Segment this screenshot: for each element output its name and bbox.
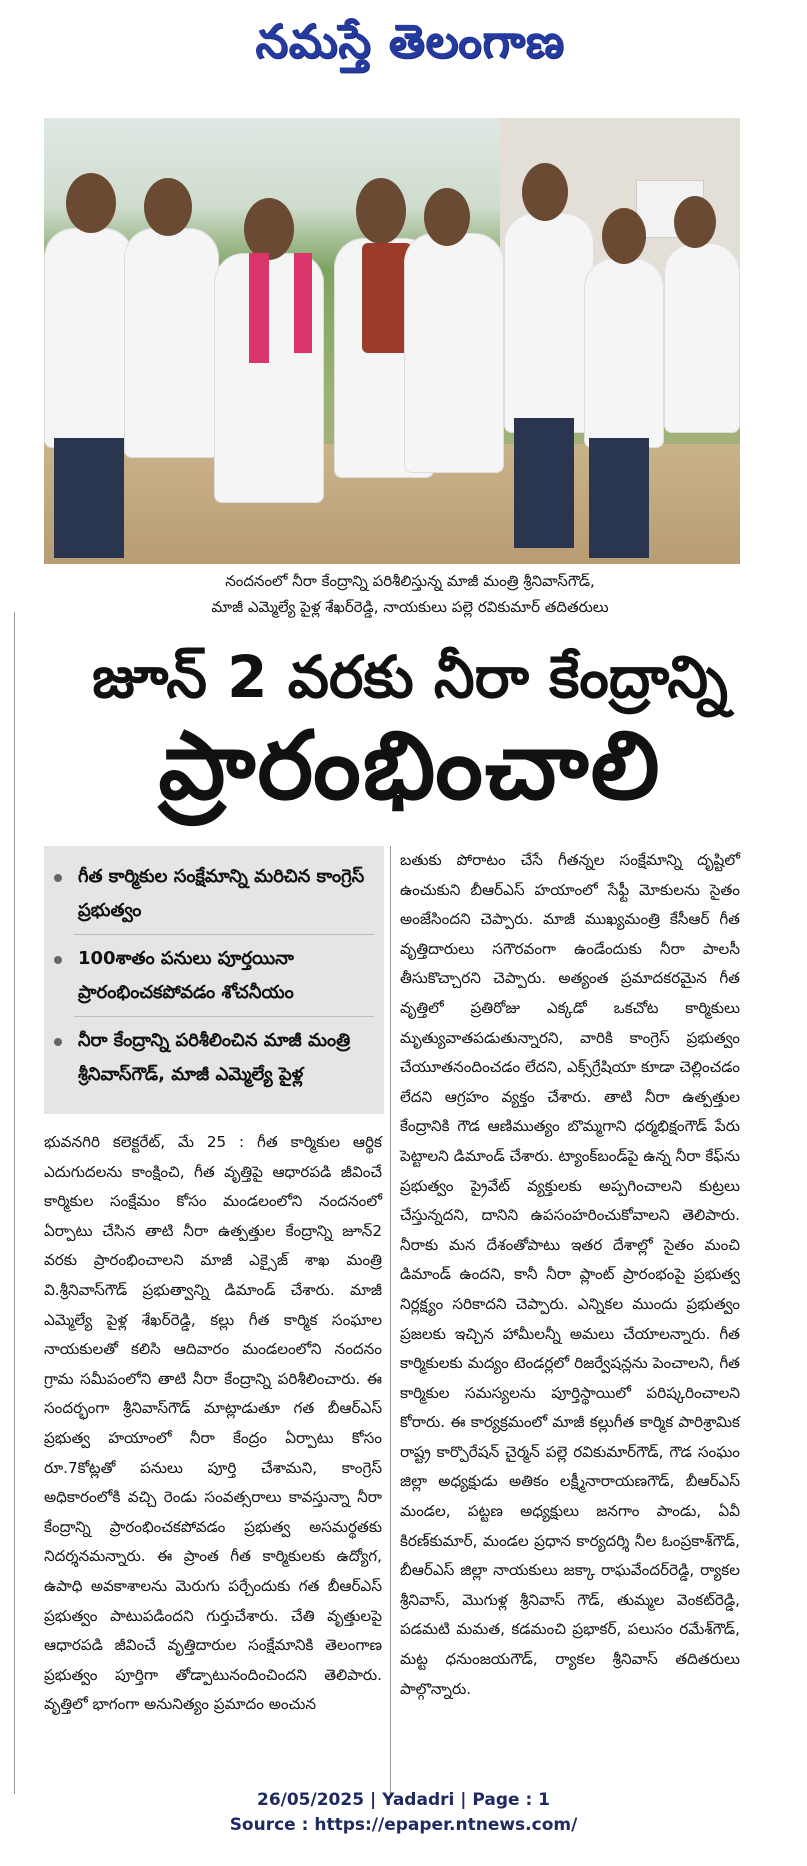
photo-person <box>664 243 740 433</box>
photo-person-head <box>244 198 294 260</box>
newspaper-masthead: నమస్తే తెలంగాణ <box>255 14 565 68</box>
footer-date-edition: 26/05/2025 | Yadadri | Page : 1 <box>256 1790 551 1810</box>
photo-person-pants <box>54 438 124 558</box>
highlight-divider <box>74 1016 374 1017</box>
photo-person-head <box>424 188 470 246</box>
headline-line-1: జూన్ 2 వరకు నీరా కేంద్రాన్ని <box>92 643 728 711</box>
photo-person-head <box>522 163 568 221</box>
highlight-text: గీత కార్మికుల సంక్షేమాన్ని మరిచిన కాంగ్రెస్ ప్రభుత్వం <box>78 866 365 921</box>
article-paragraph-right: బతుకు పోరాటం చేసే గీతన్నల సంక్షేమాన్ని దృష్టిలో ఉంచుకుని బీఆర్‌ఎస్ హయాంలో సేఫ్టీ మోకులను సైతం అంజేసిందని చెప్పారు. మాజీ ముఖ్యమంత్రి కేసీఆర్ గీత వృత్తిదారులు సగౌరవంగా ఉండేందుకు నీరా పాలసీ తీసుకొచ్చారని చెప్పారు. అత్యంత ప్రమాదకరమైన గీత వృత్తిలో ప్రతిరోజు ఎక్కడో ఒకచోట కార్మికులు మృత్యువాతపడుతున్నారని, వారికి కాంగ్రెస్ ప్రభుత్వం చేయూతనందించడం లేదని, ఎక్స్‌గ్రేషియా కూడా చెల్లించడం లేదని ఆగ్రహం వ్యక్తం చేశారు. తాటి నీరా ఉత్పత్తుల కేంద్రానికి గౌడ ఆణిముత్యం బొమ్మగాని ధర్మభిక్షంగౌడ్ పేరు పెట్టాలని డిమాండ్ చేశారు. ట్యాంక్‌బండ్‌పై ఉన్న నీరా కేఫ్‌ను ప్రభుత్వం ప్రైవేట్ వ్యక్తులకు అప్పగించాలని కుట్రలు చేస్తున్నదని, దానిని ఉపసంహరించుకోవాలని తెలిపారు. నీరాకు మన దేశంతోపాటు ఇతర దేశాల్లో సైతం మంచి డిమాండ్ ఉందని, కానీ నీరా ప్లాంట్ ప్రారంభంపై ప్రభుత్వ నిర్లక్ష్యం సరికాదని చెప్పారు. ఎన్నికల ముందు ప్రభుత్వం ప్రజలకు ఇచ్చిన హామీలన్నీ అమలు చేయాలన్నారు. గీత కార్మికులకు మద్యం టెండర్లలో రిజర్వేషన్లను పెంచాలని, గీత కార్మికుల సమస్యలను పూర్తిస్థాయిలో పరిష్కరించాలని కోరారు. ఈ కార్యక్రమంలో మాజీ కల్లుగీత కార్మిక పారిశ్రామిక రాష్ట్ర కార్పొరేషన్ చైర్మన్ పల్లె రవికుమార్‌గౌడ్, గౌడ సంఘం జిల్లా అధ్యక్షుడు అతికం లక్ష్మీనారాయణగౌడ్, బీఆర్‌ఎస్ మండల, పట్టణ అధ్యక్షులు జనగాం పాండు, ఏవీ కిరణ్‌కుమార్, మండల ప్రధాన కార్యదర్శి నీల ఓంప్రకాశ్‌గౌడ్, బీఆర్‌ఎస్ జిల్లా నాయకులు జక్కా రాఘవేందర్‌రెడ్డి, ర్యాకల శ్రీనివాస్, మొగుళ్ల శ్రీనివాస్ గౌడ్, తుమ్మల వెంకట్‌రెడ్డి, పడమటి మమత, కడమంచి ప్రభాకర్, పలుసం రమేశ్‌గౌడ్, మట్ట ధనుంజయగౌడ్, ర్యాకల శ్రీనివాస్ తదితరులు పాల్గొన్నారు. <box>400 851 740 1698</box>
photo-person-head <box>674 196 716 248</box>
photo-person-head <box>66 173 116 233</box>
photo-caption <box>130 568 690 620</box>
photo-caption-line-1: నందనంలో నీరా కేంద్రాన్ని పరిశీలిస్తున్న మాజీ మంత్రి శ్రీనివాస్‌గౌడ్, <box>225 572 595 590</box>
highlights-box <box>44 846 384 1114</box>
highlight-text: 100శాతం పనులు పూర్తయినా ప్రారంభించకపోవడం శోచనీయం <box>78 948 294 1003</box>
photo-person <box>44 228 134 448</box>
photo-person-pants <box>514 418 574 548</box>
highlight-divider <box>74 934 374 935</box>
article-column-right <box>400 846 740 1704</box>
photo-person <box>584 258 664 448</box>
article-column-left <box>44 1128 382 1720</box>
highlight-text: నీరా కేంద్రాన్ని పరిశీలించిన మాజీ మంత్రి శ్రీనివాస్‌గౌడ్, మాజీ ఎమ్మెల్యే పైళ్ల <box>78 1030 351 1085</box>
photo-person <box>124 228 219 458</box>
news-photo <box>44 118 740 564</box>
photo-pink-scarf <box>249 253 269 363</box>
footer-source: Source : https://epaper.ntnews.com/ <box>229 1815 578 1835</box>
photo-person-head <box>602 208 646 264</box>
bullet-icon <box>54 1038 62 1046</box>
photo-person <box>404 233 504 473</box>
article-paragraph-left: భువనగిరి కలెక్టరేట్, మే 25 : గీత కార్మికుల ఆర్థిక ఎదుగుదలను కాంక్షించి, గీత వృత్తిపై ఆధారపడి జీవించే కార్మికుల సంక్షేమం కోసం మండలంలోని నందనంలో ఏర్పాటు చేసిన తాటి నీరా ఉత్పత్తుల కేంద్రాన్ని జూన్2 వరకు ప్రారంభించాలని మాజీ ఎక్సైజ్ శాఖ మంత్రి వి.శ్రీనివాస్‌గౌడ్ ప్రభుత్వాన్ని డిమాండ్ చేశారు. మాజీ ఎమ్మెల్యే పైళ్ల శేఖర్‌రెడ్డి, కల్లు గీత కార్మిక సంఘాల నాయకులతో కలిసి ఆదివారం మండలంలోని నందనం గ్రామ సమీపంలోని తాటి నీరా కేంద్రాన్ని పరిశీలించారు. ఈ సందర్భంగా శ్రీనివాస్‌గౌడ్ మాట్లాడుతూ గత బీఆర్‌ఎస్ ప్రభుత్వ హయాంలో నీరా కేంద్రం ఏర్పాటు కోసం రూ.7కోట్లతో పనులు పూర్తి చేశామని, కాంగ్రెస్ అధికారంలోకి వచ్చి రెండు సంవత్సరాలు కావస్తున్నా నీరా కేంద్రాన్ని ప్రారంభించకపోవడం ప్రభుత్వ అసమర్థతకు నిదర్శనమన్నారు. ఈ ప్రాంత గీత కార్మికులకు ఉద్యోగ, ఉపాధి అవకాశాలను మెరుగు పర్చేందుకు గత బీఆర్‌ఎస్ ప్రభుత్వం పాటుపడిందని గుర్తుచేశారు. చేతి వృత్తులపై ఆధారపడి జీవించే వృత్తిదారుల సంక్షేమానికి తెలంగాణ ప్రభుత్వం పూర్తిగా తోడ్పాటునందించిందని తెలిపారు. వృత్తిలో భాగంగా అనునిత్యం ప్రమాదం అంచున <box>44 1133 382 1714</box>
photo-caption-line-2: మాజీ ఎమ్మెల్యే పైళ్ల శేఖర్‌రెడ్డి, నాయకులు పల్లె రవికుమార్ తదితరులు <box>211 598 609 616</box>
bullet-icon <box>54 874 62 882</box>
photo-pink-scarf <box>294 253 312 353</box>
bullet-icon <box>54 956 62 964</box>
photo-person <box>504 213 594 433</box>
page-left-rule <box>14 612 15 1794</box>
photo-person-head <box>144 178 192 236</box>
photo-person-pants <box>589 438 649 558</box>
headline-line-2: ప్రారంభించాలి <box>158 712 662 821</box>
photo-person-head <box>356 178 406 244</box>
column-rule <box>390 846 391 1796</box>
